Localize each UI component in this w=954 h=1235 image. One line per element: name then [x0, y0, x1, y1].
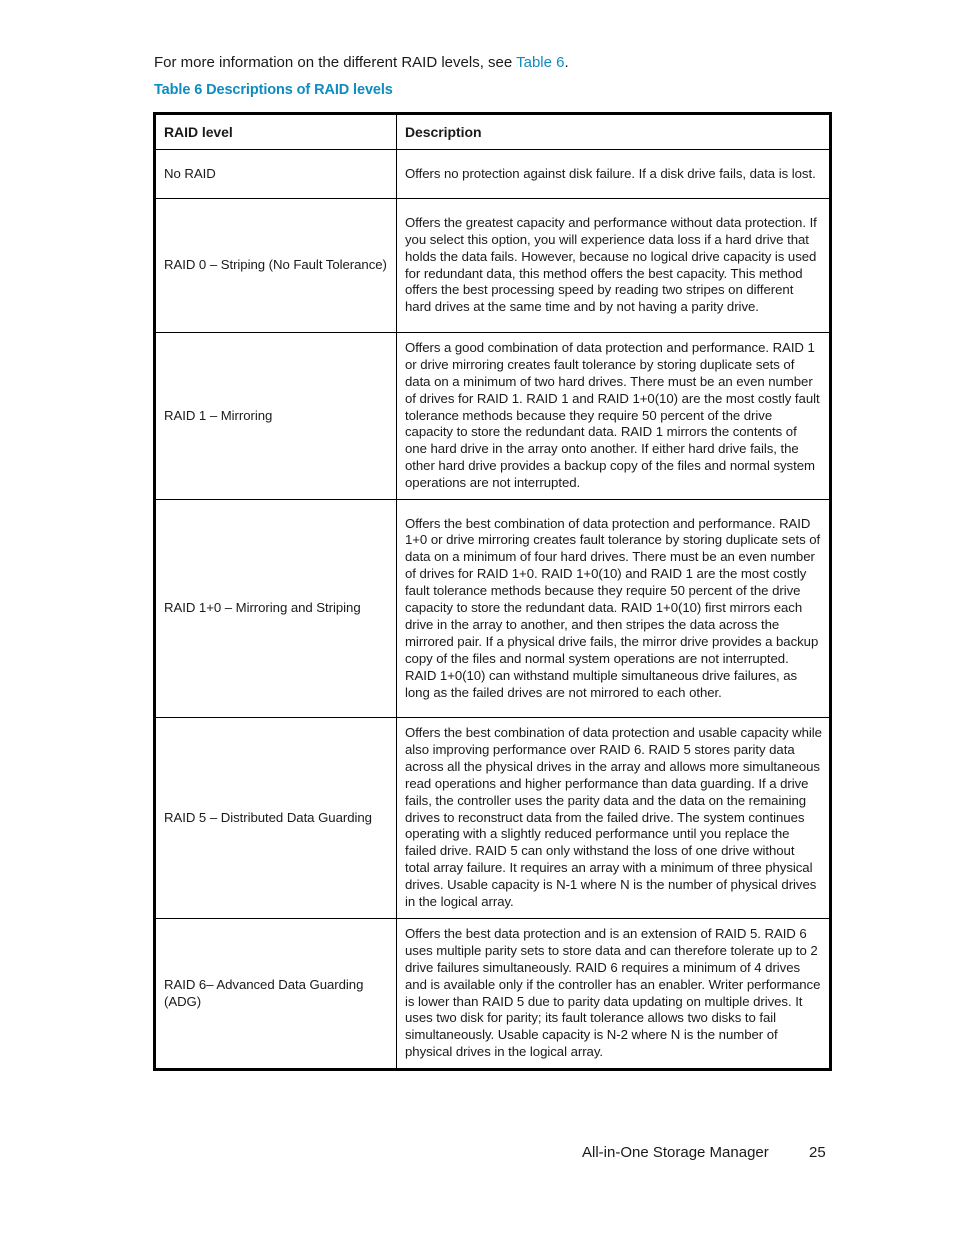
table-row — [155, 500, 831, 718]
table-row — [155, 150, 831, 199]
table-row — [155, 199, 831, 333]
raid-level-cell: RAID 1 – Mirroring — [155, 333, 397, 500]
table-row — [155, 333, 831, 500]
footer-page-number: 25 — [809, 1144, 826, 1161]
column-header-description: Description — [397, 114, 831, 150]
raid-levels-table — [153, 112, 832, 1071]
raid-level-cell: RAID 1+0 – Mirroring and Striping — [155, 500, 397, 718]
table-caption: Table 6 Descriptions of RAID levels — [154, 82, 393, 98]
intro-paragraph — [154, 53, 569, 73]
description-cell: Offers the best combination of data protection and usable capacity while also improving performance over RAID 6. RAID 5 stores parity data across all the physical drives in the array and allows more simultaneous read operations and higher performance than data guarding. If a drive fails, the controller uses the parity data and the data on the remaining drives to reconstruct data from the failed drive. The system continues operating with a slightly reduced performance until you replace the failed drive. RAID 5 can only withstand the loss of one drive without total array failure. It requires an array with a minimum of three physical drives. Usable capacity is N-1 where N is the number of physical drives in the logical array. — [397, 718, 831, 919]
description-cell: Offers a good combination of data protection and performance. RAID 1 or drive mirroring creates fault tolerance by storing duplicate sets of data on a minimum of two hard drives. There must be an even number of drives for RAID 1. RAID 1 and RAID 1+0(10) are the most costly fault tolerance methods because they require 50 percent of the drive capacity to store the redundant data. RAID 1 mirrors the contents of one hard drive in the array onto another. If either hard drive fails, the other hard drive provides a backup copy of the files and normal system operations are not interrupted. — [397, 333, 831, 500]
raid-level-cell: RAID 5 – Distributed Data Guarding — [155, 718, 397, 919]
table-6-link[interactable]: Table 6 — [516, 54, 565, 71]
raid-level-cell: RAID 6– Advanced Data Guarding (ADG) — [155, 919, 397, 1070]
table-row — [155, 919, 831, 1070]
description-cell: Offers the greatest capacity and performance without data protection. If you select this option, you will experience data loss if a hard drive that holds the data fails. However, because no logical drive capacity is used for redundant data, this method offers the best capacity. This method offers the best processing speed by reading two stripes on different hard drives at the same time and by not having a parity drive. — [397, 199, 831, 333]
description-cell: Offers the best combination of data protection and performance. RAID 1+0 or drive mirroring creates fault tolerance by storing duplicate sets of data on a minimum of four hard drives. There must be an even number of drives for RAID 1+0. RAID 1+0(10) and RAID 1 are the most costly fault tolerance methods because they require 50 percent of the drive capacity to store the redundant data. RAID 1+0(10) first mirrors each drive in the array to another, and then stripes the data across the mirrored pair. If a physical drive fails, the mirror drive provides a backup copy of the files and normal system operations are not interrupted. RAID 1+0(10) can withstand multiple simultaneous drive failures, as long as the failed drives are not mirrored to each other. — [397, 500, 831, 718]
table-header-row — [155, 114, 831, 150]
intro-period: . — [564, 54, 569, 71]
raid-level-cell: No RAID — [155, 150, 397, 199]
raid-level-cell: RAID 0 – Striping (No Fault Tolerance) — [155, 199, 397, 333]
description-cell: Offers the best data protection and is an extension of RAID 5. RAID 6 uses multiple parity sets to store data and can therefore tolerate up to 2 drive failures simultaneously. RAID 6 requires a minimum of 4 drives and is available only if the controller has an enabler. Writer performance is lower than RAID 5 due to parity data updating on multiple drives. It uses two disk for parity; its fault tolerance allows two disks to fail simultaneously. Usable capacity is N-2 where N is the number of physical drives in the logical array. — [397, 919, 831, 1070]
description-cell: Offers no protection against disk failure. If a disk drive fails, data is lost. — [397, 150, 831, 199]
intro-text: For more information on the different RAID levels, see — [154, 54, 517, 71]
table-row — [155, 718, 831, 919]
column-header-raid-level: RAID level — [155, 114, 397, 150]
footer-document-title: All-in-One Storage Manager — [582, 1144, 769, 1161]
